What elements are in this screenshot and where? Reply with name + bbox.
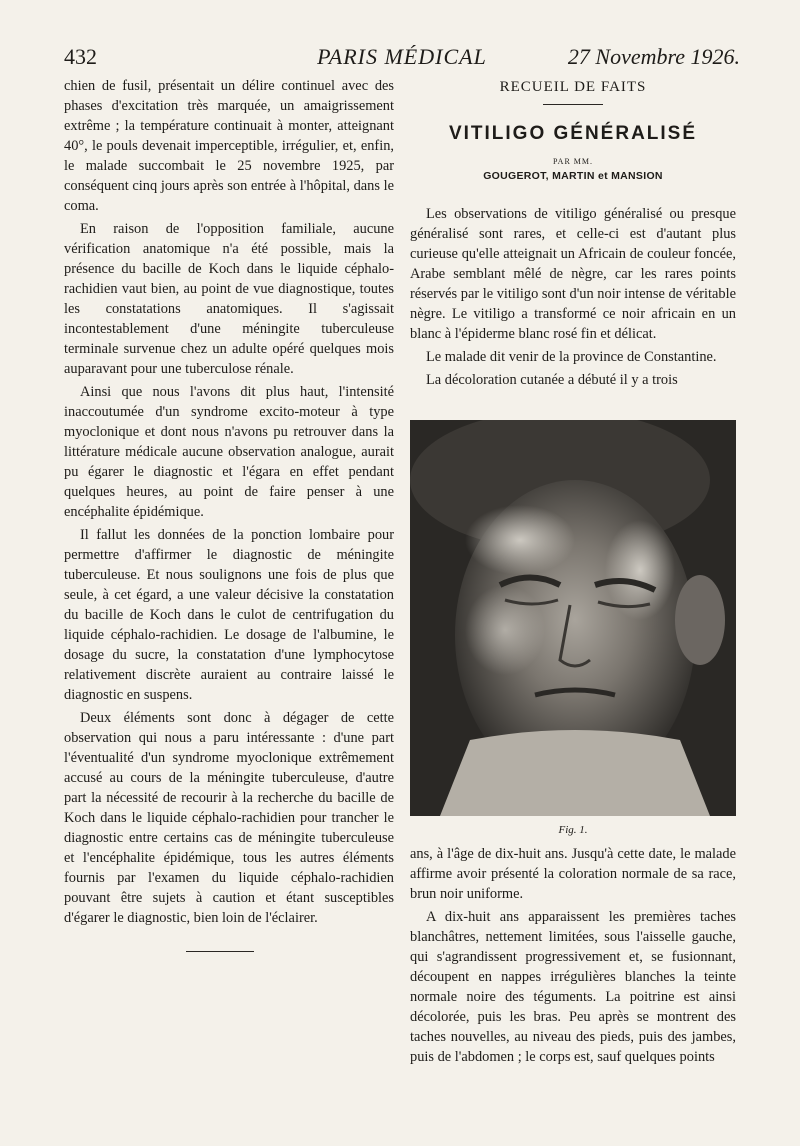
- figure-photo: [410, 420, 736, 816]
- paragraph: La décoloration cutanée a débuté il y a trois: [426, 372, 678, 388]
- paragraph: En raison de l'opposition familiale, aucune vérification anatomique n'a été possible, mais la présence du bacille de Koch dans le liquide céphalo-rachidien vaut bien, au point de vue diagnostique, toutes les constatations anatomiques. Il s'agissait incontestablement d'une méningite tuberculeuse terminale survenue chez un adulte opéré quelques mois auparavant pour une tuberculose rénale.: [64, 221, 394, 377]
- paragraph: Les observations de vitiligo généralisé ou presque généralisé sont rares, et celle-ci est d'autant plus curieuse qu'elle atteignait un Africain de couleur foncée, Arabe semblant mêlé de nègre, car les rares points réservés par le vitiligo sont d'un noir intense de véritable nègre. Le vitiligo a transformé ce noir africain en un blanc à l'épiderme blanc rosé fin et délicat.: [410, 206, 736, 342]
- page-number: 432: [64, 44, 97, 69]
- issue-date: 27 Novembre 1926.: [567, 44, 740, 69]
- paragraph: Ainsi que nous l'avons dit plus haut, l'intensité inaccoutumée d'un syndrome excito-moteur à type myoclonique et dont nous n'avons pu retrouver dans la littérature médicale aucune observation analogue, aurait pu égarer le diagnostic et l'égara en effet pendant quelques heures, au point de faire penser à une encéphalite épidémique.: [64, 384, 394, 520]
- paragraph: Le malade dit venir de la province de Constantine.: [426, 349, 717, 365]
- paragraph: A dix-huit ans apparaissent les premières taches blanchâtres, nettement limitées, sous l'aisselle gauche, qui s'agrandissent progressivement et, se fusionnant, découpent en nappes irrégulières blanches la teinte normale noire des téguments. La poitrine est ainsi décolorée, puis les bras. Peu après se montrent des taches nouvelles, au niveau des pieds, puis des jambes, puis de l'abdomen ; le corps est, sauf quelques points: [410, 909, 736, 1065]
- paragraph: chien de fusil, présentait un délire continuel avec des phases d'excitation très marquée, un amaigrissement extrême ; la température continuait à monter, atteignant 40°, le pouls devenait imperceptible, irrégulier, et, enfin, le malade succombait le 25 novembre 1925, par conséquent cinq jours après son entrée à l'hôpital, dans le coma.: [64, 78, 394, 214]
- right-column: [410, 76, 736, 390]
- authors: GOUGEROT, MARTIN et MANSION: [483, 170, 663, 182]
- page-header: [64, 44, 740, 72]
- paragraph: Il fallut les données de la ponction lombaire pour permettre d'affirmer le diagnostic de méningite tuberculeuse. Et nous soulignons une fois de plus que seule, à cet égard, a une valeur décisive la constatation du bacille de Koch dans le culot de centrifugation du liquide céphalo-rachidien. Le dosage de l'albumine, le dosage du sucre, la constatation d'une lymphocytose relativement discrète auraient au contraire laissé le diagnostic en suspens.: [64, 527, 394, 703]
- figure-caption: Fig. 1.: [558, 824, 588, 836]
- end-divider: [186, 951, 254, 952]
- portrait-photo: [410, 420, 736, 816]
- paragraph: ans, à l'âge de dix-huit ans. Jusqu'à cette date, le malade affirme avoir présenté la coloration normale de sa race, brun noir uniforme.: [410, 846, 736, 902]
- byline-prefix: PAR MM.: [552, 157, 594, 166]
- article-title: VITILIGO GÉNÉRALISÉ: [448, 123, 698, 144]
- right-column-continued: [410, 844, 736, 1067]
- paragraph: Deux éléments sont donc à dégager de cette observation qui nous a paru intéressante : d'une part l'éventualité d'un syndrome myoclonique extrêmement accusé au cours de la méningite tuberculeuse, d'autre part la nécessité de recourir à la recherche du bacille de Koch dans le liquide céphalo-rachidien pour trancher le diagnostic entre certains cas de méningite tuberculeuse et l'encéphalite épidémique, tous les autres éléments fournis par l'examen du liquide céphalo-rachidien pouvant être sujets à caution et étant susceptibles d'égarer le diagnostic, bien loin de l'éclairer.: [64, 710, 394, 926]
- section-title: RECUEIL DE FAITS: [499, 79, 647, 95]
- journal-title: PARIS MÉDICAL: [317, 44, 487, 69]
- title-divider: [543, 104, 603, 105]
- left-column: [64, 76, 394, 928]
